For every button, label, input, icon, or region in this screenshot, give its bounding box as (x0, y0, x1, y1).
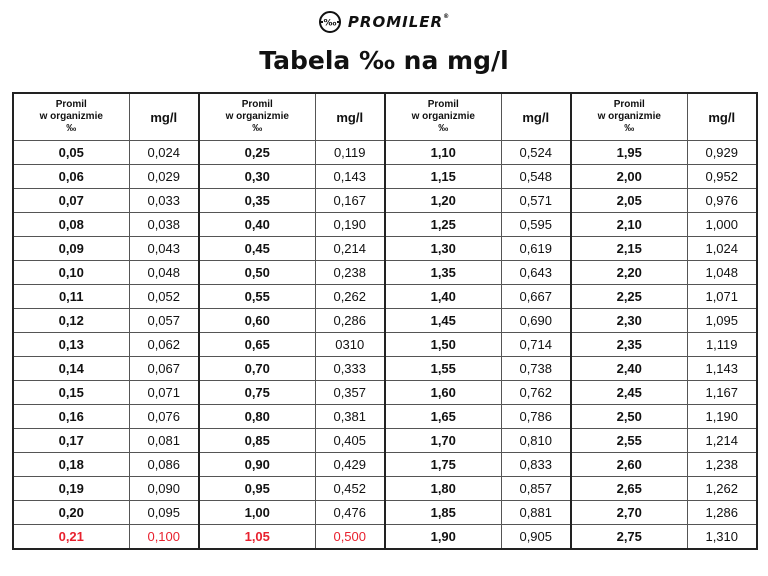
promil-value-cell: 1,80 (385, 477, 501, 501)
promil-value-cell: 2,55 (571, 429, 687, 453)
table-row (13, 477, 757, 501)
promil-value-cell: 2,35 (571, 333, 687, 357)
promil-value-cell: 1,90 (385, 525, 501, 550)
mgl-value-cell: 0,571 (501, 189, 571, 213)
table-row (13, 333, 757, 357)
mgl-value-cell: 0,881 (501, 501, 571, 525)
promil-value-cell: 0,80 (199, 405, 315, 429)
promil-value-cell: 1,40 (385, 285, 501, 309)
promil-value-cell: 0,60 (199, 309, 315, 333)
table-row (13, 453, 757, 477)
mgl-value-cell: 0,595 (501, 213, 571, 237)
table-row (13, 141, 757, 165)
mgl-value-cell: 0,100 (129, 525, 199, 550)
mgl-value-cell: 0,043 (129, 237, 199, 261)
mgl-value-cell: 0,262 (315, 285, 385, 309)
promil-value-cell: 1,65 (385, 405, 501, 429)
mgl-value-cell: 1,095 (687, 309, 757, 333)
mgl-value-cell: 0,524 (501, 141, 571, 165)
mgl-value-cell: 0,024 (129, 141, 199, 165)
table-row (13, 501, 757, 525)
mgl-value-cell: 0,071 (129, 381, 199, 405)
mgl-value-cell: 0,067 (129, 357, 199, 381)
mgl-value-cell: 1,190 (687, 405, 757, 429)
mgl-value-cell: 0,057 (129, 309, 199, 333)
mgl-value-cell: 0,143 (315, 165, 385, 189)
mgl-value-cell: 0,619 (501, 237, 571, 261)
promil-value-cell: 1,85 (385, 501, 501, 525)
mgl-value-cell: 0,038 (129, 213, 199, 237)
mgl-value-cell: 0,833 (501, 453, 571, 477)
mgl-value-cell: 0,429 (315, 453, 385, 477)
promil-value-cell: 0,14 (13, 357, 129, 381)
promil-value-cell: 2,00 (571, 165, 687, 189)
table-row (13, 285, 757, 309)
promil-value-cell: 0,10 (13, 261, 129, 285)
mgl-value-cell: 0,119 (315, 141, 385, 165)
promil-value-cell: 2,20 (571, 261, 687, 285)
mgl-value-cell: 1,167 (687, 381, 757, 405)
promil-value-cell: 2,50 (571, 405, 687, 429)
promil-value-cell: 1,10 (385, 141, 501, 165)
promil-value-cell: 0,25 (199, 141, 315, 165)
header-mgl: mg/l (315, 93, 385, 141)
mgl-value-cell: 1,000 (687, 213, 757, 237)
mgl-value-cell: 0,405 (315, 429, 385, 453)
header-promil-line: w organizmie (39, 111, 103, 122)
header-promil-line: ‰ (438, 123, 449, 134)
promil-value-cell: 1,20 (385, 189, 501, 213)
promil-value-cell: 2,75 (571, 525, 687, 550)
promil-value-cell: 1,60 (385, 381, 501, 405)
promil-value-cell: 1,75 (385, 453, 501, 477)
header-promil (199, 93, 315, 141)
promil-value-cell: 0,45 (199, 237, 315, 261)
promil-value-cell: 0,16 (13, 405, 129, 429)
promil-value-cell: 0,85 (199, 429, 315, 453)
promil-value-cell: 0,90 (199, 453, 315, 477)
header-promil (571, 93, 687, 141)
table-row (13, 213, 757, 237)
mgl-value-cell: 0,381 (315, 405, 385, 429)
promil-value-cell: 1,95 (571, 141, 687, 165)
mgl-value-cell: 0,052 (129, 285, 199, 309)
mgl-value-cell: 0,643 (501, 261, 571, 285)
mgl-value-cell: 0,357 (315, 381, 385, 405)
table-row (13, 189, 757, 213)
mgl-value-cell: 0,905 (501, 525, 571, 550)
mgl-value-cell: 0,333 (315, 357, 385, 381)
header-promil-line: ‰ (252, 123, 263, 134)
promil-value-cell: 2,70 (571, 501, 687, 525)
mgl-value-cell: 1,238 (687, 453, 757, 477)
mgl-value-cell: 0,190 (315, 213, 385, 237)
header-promil-line: w organizmie (411, 111, 475, 122)
promil-value-cell: 0,70 (199, 357, 315, 381)
mgl-value-cell: 1,286 (687, 501, 757, 525)
mgl-value-cell: 0,786 (501, 405, 571, 429)
mgl-value-cell: 0,076 (129, 405, 199, 429)
promil-value-cell: 0,17 (13, 429, 129, 453)
header-mgl: mg/l (687, 93, 757, 141)
mgl-value-cell: 1,214 (687, 429, 757, 453)
mgl-value-cell: 0,048 (129, 261, 199, 285)
mgl-value-cell: 0,062 (129, 333, 199, 357)
mgl-value-cell: 1,071 (687, 285, 757, 309)
mgl-value-cell: 0,081 (129, 429, 199, 453)
mgl-value-cell: 0,238 (315, 261, 385, 285)
promil-value-cell: 0,06 (13, 165, 129, 189)
mgl-value-cell: 0,762 (501, 381, 571, 405)
table-row (13, 309, 757, 333)
mgl-value-cell: 0,952 (687, 165, 757, 189)
mgl-value-cell: 0,029 (129, 165, 199, 189)
promil-value-cell: 1,00 (199, 501, 315, 525)
mgl-value-cell: 1,048 (687, 261, 757, 285)
mgl-value-cell: 0,714 (501, 333, 571, 357)
promil-value-cell: 0,65 (199, 333, 315, 357)
promil-value-cell: 1,25 (385, 213, 501, 237)
promil-value-cell: 2,30 (571, 309, 687, 333)
mgl-value-cell: 0,738 (501, 357, 571, 381)
header-promil-line: Promil (55, 99, 87, 110)
promil-value-cell: 0,75 (199, 381, 315, 405)
mgl-value-cell: 0,548 (501, 165, 571, 189)
promil-value-cell: 1,70 (385, 429, 501, 453)
promil-value-cell: 1,05 (199, 525, 315, 550)
mgl-value-cell: 0,476 (315, 501, 385, 525)
mgl-value-cell: 0,033 (129, 189, 199, 213)
mgl-value-cell: 0,690 (501, 309, 571, 333)
promil-value-cell: 1,35 (385, 261, 501, 285)
table-row (13, 381, 757, 405)
mgl-value-cell: 1,143 (687, 357, 757, 381)
table-row (13, 357, 757, 381)
mgl-value-cell: 0,667 (501, 285, 571, 309)
header-promil-line: Promil (613, 99, 645, 110)
promil-value-cell: 2,10 (571, 213, 687, 237)
mgl-value-cell: 1,119 (687, 333, 757, 357)
promil-value-cell: 0,30 (199, 165, 315, 189)
header-promil (385, 93, 501, 141)
promil-value-cell: 0,05 (13, 141, 129, 165)
promil-value-cell: 0,08 (13, 213, 129, 237)
mgl-value-cell: 0310 (315, 333, 385, 357)
brand-logo (0, 8, 768, 36)
promil-value-cell: 1,30 (385, 237, 501, 261)
promil-value-cell: 0,13 (13, 333, 129, 357)
mgl-value-cell: 0,286 (315, 309, 385, 333)
registered-mark: ® (443, 13, 451, 20)
promil-value-cell: 0,35 (199, 189, 315, 213)
promil-value-cell: 0,19 (13, 477, 129, 501)
table-row (13, 405, 757, 429)
mgl-value-cell: 0,500 (315, 525, 385, 550)
promil-value-cell: 0,40 (199, 213, 315, 237)
promil-value-cell: 0,21 (13, 525, 129, 550)
promil-value-cell: 2,45 (571, 381, 687, 405)
table-row (13, 237, 757, 261)
header-promil-line: w organizmie (597, 111, 661, 122)
promil-value-cell: 1,55 (385, 357, 501, 381)
promil-value-cell: 0,07 (13, 189, 129, 213)
header-promil-line: w organizmie (225, 111, 289, 122)
mgl-value-cell: 0,929 (687, 141, 757, 165)
promil-value-cell: 2,15 (571, 237, 687, 261)
page-title: Tabela ‰ na mg/l (259, 46, 509, 75)
header-promil-line: ‰ (66, 123, 77, 134)
mgl-value-cell: 1,262 (687, 477, 757, 501)
mgl-value-cell: 0,095 (129, 501, 199, 525)
promil-value-cell: 2,60 (571, 453, 687, 477)
promil-value-cell: 0,18 (13, 453, 129, 477)
mgl-value-cell: 1,024 (687, 237, 757, 261)
promil-value-cell: 2,05 (571, 189, 687, 213)
mgl-value-cell: 0,857 (501, 477, 571, 501)
promil-value-cell: 2,40 (571, 357, 687, 381)
promil-value-cell: 1,50 (385, 333, 501, 357)
table-row (13, 525, 757, 550)
mgl-value-cell: 0,090 (129, 477, 199, 501)
promil-value-cell: 1,45 (385, 309, 501, 333)
promil-value-cell: 0,15 (13, 381, 129, 405)
promil-value-cell: 2,65 (571, 477, 687, 501)
table-header-row (13, 93, 757, 141)
promil-value-cell: 1,15 (385, 165, 501, 189)
promile-circle-icon (318, 10, 342, 34)
mgl-value-cell: 0,976 (687, 189, 757, 213)
promil-value-cell: 0,95 (199, 477, 315, 501)
table-row (13, 429, 757, 453)
promil-value-cell: 0,12 (13, 309, 129, 333)
conversion-table (12, 92, 758, 550)
mgl-value-cell: 0,086 (129, 453, 199, 477)
header-promil-line: ‰ (624, 123, 635, 134)
promil-value-cell: 0,50 (199, 261, 315, 285)
header-promil-line: Promil (427, 99, 459, 110)
header-mgl: mg/l (501, 93, 571, 141)
mgl-value-cell: 1,310 (687, 525, 757, 550)
mgl-value-cell: 0,810 (501, 429, 571, 453)
promil-value-cell: 0,09 (13, 237, 129, 261)
promil-value-cell: 0,55 (199, 285, 315, 309)
header-promil-line: Promil (241, 99, 273, 110)
header-mgl: mg/l (129, 93, 199, 141)
brand-name: PROMILER® (347, 13, 451, 31)
mgl-value-cell: 0,167 (315, 189, 385, 213)
mgl-value-cell: 0,452 (315, 477, 385, 501)
logo-mark-glyph: ‰ (323, 18, 337, 29)
table-row (13, 165, 757, 189)
promil-value-cell: 2,25 (571, 285, 687, 309)
promil-value-cell: 0,11 (13, 285, 129, 309)
header-promil (13, 93, 129, 141)
table-row (13, 261, 757, 285)
mgl-value-cell: 0,214 (315, 237, 385, 261)
promil-value-cell: 0,20 (13, 501, 129, 525)
